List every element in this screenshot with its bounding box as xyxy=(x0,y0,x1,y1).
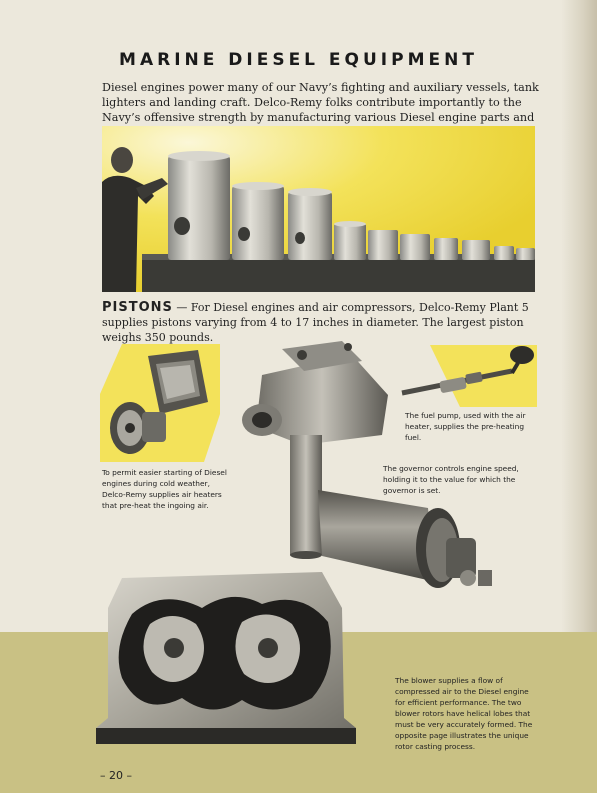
air-heater-caption: To permit easier starting of Diesel engines during cold weather, Delco-Remy supplies air heaters that pre-heat the ingoing air. xyxy=(102,468,227,510)
governor-caption: The governor controls engine speed, holding it to the value for which the governor is set. xyxy=(383,464,519,495)
fuel-pump-caption: The fuel pump, used with the air heater, supplies the pre-heating fuel. xyxy=(405,411,526,442)
pistons-heading: PISTONS xyxy=(102,300,173,315)
page-title: MARINE DIESEL EQUIPMENT xyxy=(119,50,478,70)
blower-caption: The blower supplies a flow of compressed air to the Diesel engine for efficient performance. The two blower rotors have helical lobes that must be very accurately formed. The opposite page illustrates the unique rotor casting process. xyxy=(395,676,533,751)
blower-photo xyxy=(92,568,360,748)
intro-paragraph: Diesel engines power many of our Navy’s fighting and auxiliary vessels, tank lighters and landing craft. Delco-Remy folks contribute importantly to the Navy’s offensive strength by manufacturing various Diesel engine parts and xyxy=(102,81,539,124)
pistons-caption-text: — For Diesel engines and air compressors, Delco-Remy Plant 5 supplies pistons varying from 4 to 17 inches in diameter. The largest piston weighs 350 pounds. xyxy=(102,301,529,344)
air-heater-photo xyxy=(100,344,220,462)
blower-illustration xyxy=(96,572,356,744)
page-number: – 20 – xyxy=(100,769,132,782)
fuel-pump-photo xyxy=(400,345,537,407)
pistons-illustration xyxy=(102,126,535,292)
pistons-photo xyxy=(102,126,535,292)
